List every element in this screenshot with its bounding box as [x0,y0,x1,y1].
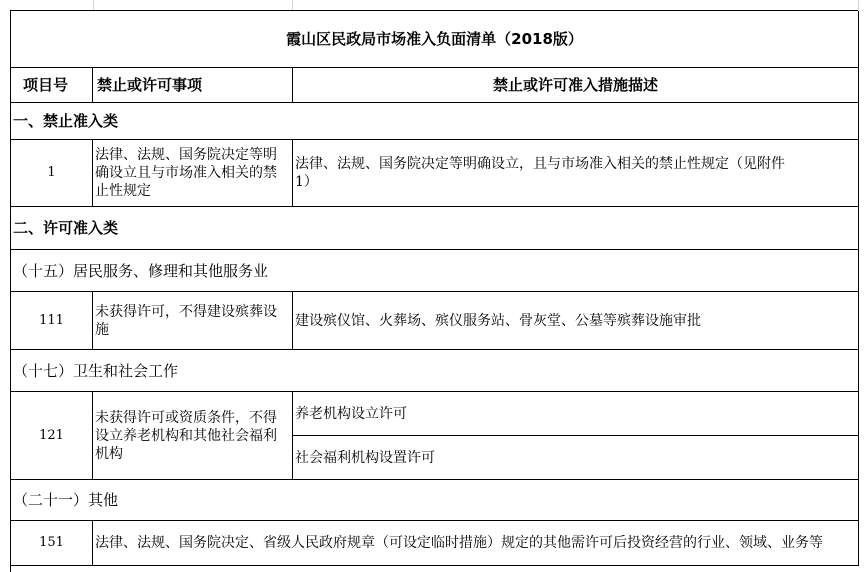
row-111-matter-text: 未获得许可，不得建设殡葬设施 [95,303,277,338]
row-121-matter[interactable] [93,392,293,480]
row-1-description-text: 法律、法规、国务院决定等明确设立，且与市场准入相关的禁止性规定（见附件1） [295,156,785,190]
row-1-description[interactable] [293,140,859,207]
row-121-matter-text: 未获得许可或资质条件，不得设立养老机构和其他社会福利机构 [95,409,277,462]
row-1-matter[interactable] [93,140,293,207]
grid-line [93,0,94,10]
row-151-description[interactable] [93,521,859,566]
header-item-no[interactable]: 项目号 [11,68,93,103]
subsection-17[interactable]: （十七）卫生和社会工作 [11,350,859,392]
row-111-matter[interactable] [93,292,293,350]
section-permitted[interactable]: 二、许可准入类 [11,207,859,250]
row-111-description[interactable] [293,292,859,350]
section-prohibited[interactable]: 一、禁止准入类 [11,103,859,140]
row-1-no[interactable]: 1 [11,140,93,207]
row-151-no[interactable]: 151 [11,521,93,566]
row-151-description-text: 法律、法规、国务院决定、省级人民政府规章（可设定临时措施）规定的其他需许可后投资经营的行业、领域、业务等 [95,535,823,551]
row-121-description-b[interactable]: 社会福利机构设置许可 [293,436,859,480]
grid-line [292,0,293,10]
header-matter[interactable]: 禁止或许可事项 [93,68,293,103]
subsection-15[interactable]: （十五）居民服务、修理和其他服务业 [11,250,859,292]
row-121-description-a[interactable]: 养老机构设立许可 [293,392,859,436]
grid-line [858,0,859,10]
row-121-no[interactable]: 121 [11,392,93,480]
table-title[interactable]: 霞山区民政局市场准入负面清单（2018版） [11,11,859,68]
header-description[interactable]: 禁止或许可准入措施描述 [293,68,859,103]
subsection-21[interactable]: （二十一）其他 [11,480,859,521]
row-111-description-text: 建设殡仪馆、火葬场、殡仪服务站、骨灰堂、公墓等殡葬设施审批 [295,312,701,329]
row-111-no[interactable]: 111 [11,292,93,350]
row-1-matter-text: 法律、法规、国务院决定等明确设立且与市场准入相关的禁止性规定 [95,147,277,199]
